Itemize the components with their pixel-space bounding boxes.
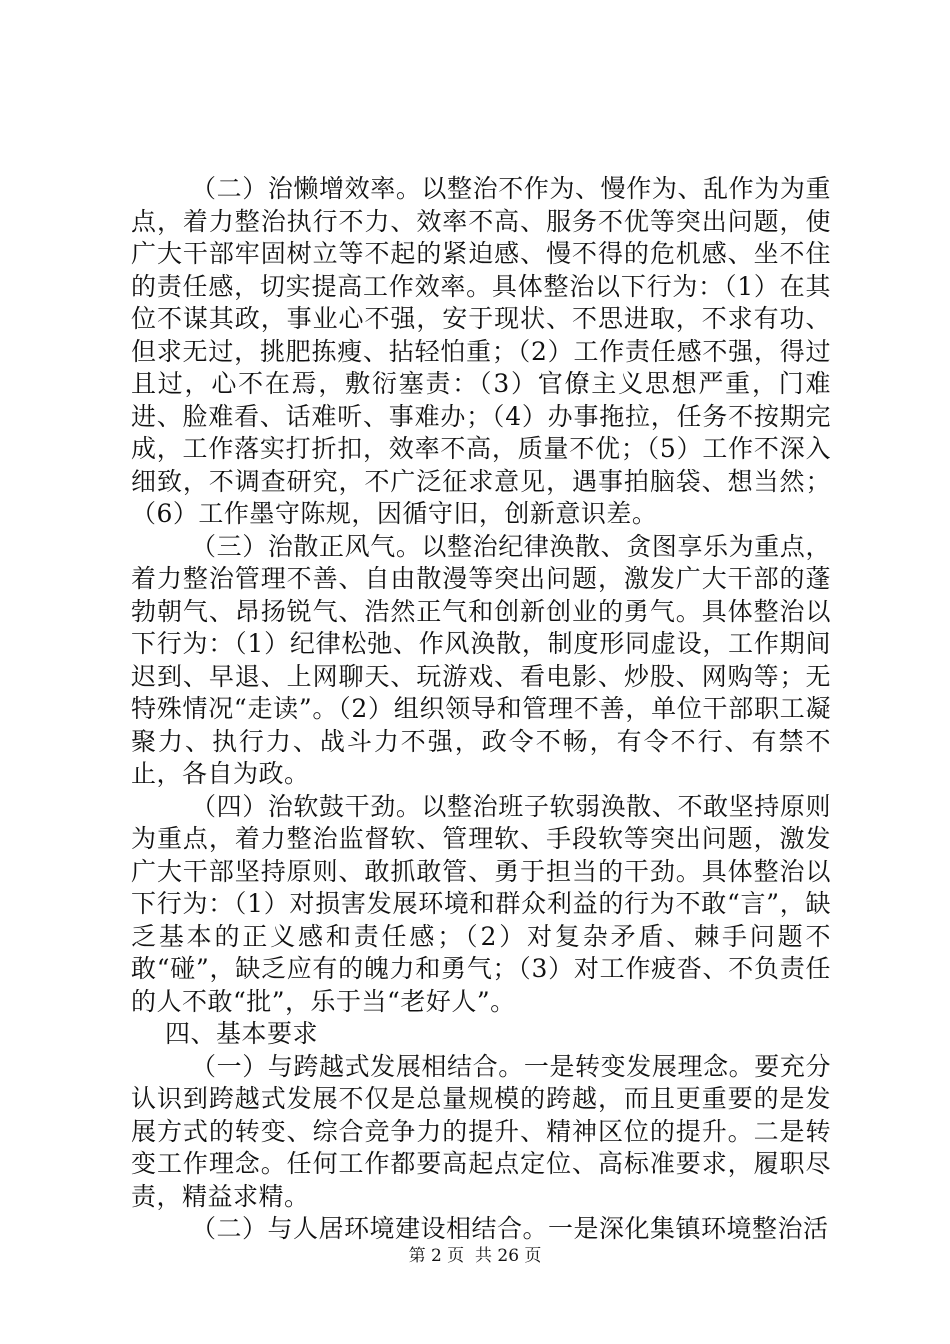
section-heading-basic-requirements: 四、基本要求 <box>165 1019 319 1048</box>
paragraph-zhilan: （二）治懒增效率。以整治不作为、慢作为、乱作为为重点，着力整治执行不力、效率不高、服务不优等突出问题，使广大干部牢固树立等不起的紧迫感、慢不得的危机感、坐不住的责任感，切实提高工作效率。具体整治以下行为：（1）在其位不谋其政，事业心不强，安于现状、不思进取，不求有功、但求无过，挑肥拣瘦、拈轻怕重；（2）工作责任感不强，得过且过，心不在焉，敷衍塞责：（3）官僚主义思想严重，门难进、脸难看、话难听、事难办；（4）办事拖拉，任务不按期完成，工作落实打折扣，效率不高，质量不优；（5）工作不深入细致，不调查研究，不广泛征求意见，遇事拍脑袋、想当然；（6）工作墨守陈规，因循守旧，创新意识差。 <box>131 174 831 528</box>
paragraph-zhisan: （三）治散正风气。以整治纪律涣散、贪图享乐为重点，着力整治管理不善、自由散漫等突出问题，激发广大干部的蓬勃朝气、昂扬锐气、浩然正气和创新创业的勇气。具体整治以下行为：（1）纪律松弛、作风涣散，制度形同虚设，工作期间迟到、早退、上网聊天、玩游戏、看电影、炒股、网购等；无特殊情况“走读”。（2）组织领导和管理不善，单位干部职工凝聚力、执行力、战斗力不强，政令不畅，有令不行、有禁不止，各自为政。 <box>131 531 831 788</box>
document-body <box>131 173 831 1246</box>
page-footer <box>0 1241 950 1266</box>
paragraph-zhiruan: （四）治软鼓干劲。以整治班子软弱涣散、不敢坚持原则为重点，着力整治监督软、管理软、手段软等突出问题，激发广大干部坚持原则、敢抓敢管、勇于担当的干劲。具体整治以下行为：（1）对损害发展环境和群众利益的行为不敢“言”，缺乏基本的正义感和责任感；（2）对复杂矛盾、棘手问题不敢“碰”，缺乏应有的魄力和勇气；（3）对工作疲沓、不负责任的人不敢“批”，乐于当“老好人”。 <box>131 791 831 1016</box>
page-number-label: 第 2 页 共 26 页 <box>408 1246 542 1266</box>
paragraph-kuayue: （一）与跨越式发展相结合。一是转变发展理念。要充分认识到跨越式发展不仅是总量规模的跨越，而且更重要的是发展方式的转变、综合竞争力的提升、精神区位的提升。二是转变工作理念。任何工作都要高起点定位、高标准要求，履职尽责，精益求精。 <box>131 1051 831 1211</box>
paragraph-renju: （二）与人居环境建设相结合。一是深化集镇环境整治活 <box>191 1214 829 1243</box>
